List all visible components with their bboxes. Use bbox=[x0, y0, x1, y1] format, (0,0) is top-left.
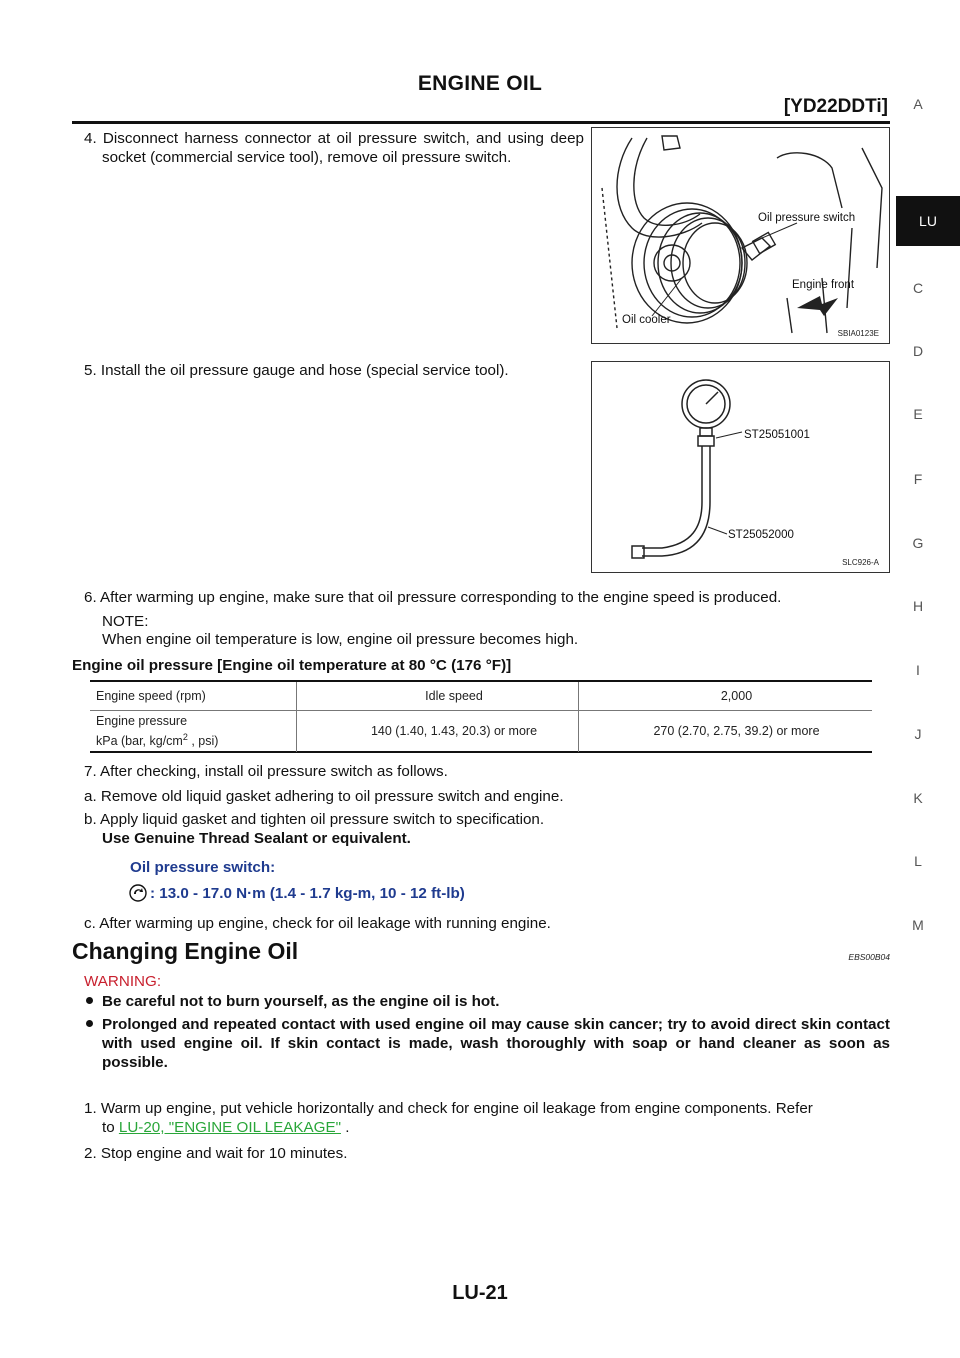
label-oil-pressure-switch: Oil pressure switch bbox=[758, 212, 856, 224]
section-tab-d[interactable]: D bbox=[912, 343, 924, 359]
step-7a-text: a. Remove old liquid gasket adhering to oil pressure switch and engine. bbox=[84, 788, 564, 805]
step-4-text: 4. Disconnect harness connector at oil pressure switch, and using deep socket (commercial service tool), remove oil pressure switch. bbox=[84, 130, 584, 166]
table-row bbox=[90, 711, 872, 751]
spec-heading: Engine oil pressure [Engine oil temperature at 80 °C (176 °F)] bbox=[72, 657, 512, 674]
section-tab-f[interactable]: F bbox=[913, 471, 923, 487]
table-header-cell: Idle speed bbox=[425, 689, 483, 703]
step-7c-text: c. After warming up engine, check for oil leakage with running engine. bbox=[84, 915, 551, 932]
step-7b-text: b. Apply liquid gasket and tighten oil pressure switch to specification. bbox=[84, 811, 545, 828]
figure-oil-pressure-gauge bbox=[591, 361, 890, 573]
warning-item: Prolonged and repeated contact with used engine oil may cause skin cancer; try to avoid direct skin contact with used engine oil. If skin contact is made, wash thoroughly with soap or hand cleaner as soon as possible. bbox=[86, 1015, 890, 1072]
table-divider bbox=[578, 682, 579, 752]
page-number: LU-21 bbox=[452, 1282, 508, 1304]
pressure-gauge-illustration bbox=[592, 362, 889, 572]
section-tab-i[interactable]: I bbox=[916, 662, 920, 678]
warning-item: Be careful not to burn yourself, as the engine oil is hot. bbox=[86, 992, 890, 1011]
oil-cooler-illustration bbox=[592, 128, 889, 343]
header-divider bbox=[72, 121, 890, 124]
section-tab-e[interactable]: E bbox=[913, 406, 923, 422]
note-text: When engine oil temperature is low, engine oil pressure becomes high. bbox=[102, 631, 579, 648]
step-6-text: 6. After warming up engine, make sure that oil pressure corresponding to the engine speed is produced. bbox=[84, 589, 782, 606]
note-label: NOTE: bbox=[102, 613, 149, 630]
torque-spec-value: : 13.0 - 17.0 N·m (1.4 - 1.7 kg-m, 10 - 12 ft-lb) bbox=[150, 885, 465, 902]
section-title: Changing Engine Oil bbox=[72, 938, 299, 964]
figure-oil-pressure-switch bbox=[591, 127, 890, 344]
table-cell: 140 (1.40, 1.43, 20.3) or more bbox=[370, 724, 538, 738]
step-7-text: 7. After checking, install oil pressure switch as follows. bbox=[84, 763, 448, 780]
bullet-icon bbox=[86, 997, 93, 1004]
table-cell: 270 (2.70, 2.75, 39.2) or more bbox=[653, 724, 820, 738]
torque-spec-label: Oil pressure switch: bbox=[130, 859, 276, 876]
section-tab-j[interactable]: J bbox=[914, 726, 922, 742]
table-divider bbox=[296, 682, 297, 752]
label-hose-part-number: ST25052000 bbox=[728, 529, 794, 541]
change-step-2: 2. Stop engine and wait for 10 minutes. bbox=[84, 1145, 348, 1162]
step-7b-sealant: Use Genuine Thread Sealant or equivalent. bbox=[102, 830, 411, 847]
warning-label: WARNING: bbox=[84, 973, 162, 990]
section-tab-a[interactable]: A bbox=[913, 96, 923, 112]
engine-model-label: [YD22DDTi] bbox=[783, 96, 888, 117]
label-oil-cooler: Oil cooler bbox=[622, 314, 671, 326]
change-step-1: 1. Warm up engine, put vehicle horizontally and check for engine oil leakage from engine components. Refer to LU-20, "ENGINE OIL LEAKAGE" . bbox=[84, 1100, 813, 1136]
engine-front-arrow-icon bbox=[797, 296, 838, 316]
section-tab-l[interactable]: L bbox=[914, 853, 922, 869]
step-5-text: 5. Install the oil pressure gauge and hose (special service tool). bbox=[84, 362, 509, 379]
oil-pressure-table bbox=[90, 680, 872, 753]
section-tab-lu-active[interactable]: LU bbox=[896, 196, 960, 246]
warning-list bbox=[86, 992, 890, 1072]
table-header-row bbox=[90, 682, 872, 710]
section-tab-k[interactable]: K bbox=[913, 790, 923, 806]
table-header-cell: Engine speed (rpm) bbox=[96, 689, 206, 703]
table-header-cell: 2,000 bbox=[720, 689, 753, 703]
engine-oil-leakage-link[interactable]: LU-20, "ENGINE OIL LEAKAGE" bbox=[118, 1119, 341, 1136]
label-engine-front: Engine front bbox=[792, 279, 855, 291]
section-tab-g[interactable]: G bbox=[912, 535, 924, 551]
figure-2-code: SLC926-A bbox=[842, 558, 879, 567]
section-tab-c[interactable]: C bbox=[912, 280, 924, 296]
section-tab-h[interactable]: H bbox=[912, 598, 924, 614]
section-tab-m[interactable]: M bbox=[912, 917, 924, 933]
page-title: ENGINE OIL bbox=[417, 72, 543, 95]
torque-wrench-icon bbox=[129, 884, 147, 902]
figure-1-code: SBIA0123E bbox=[837, 329, 879, 338]
label-gauge-part-number: ST25051001 bbox=[744, 429, 810, 441]
section-code: EBS00B04 bbox=[848, 952, 890, 962]
bullet-icon bbox=[86, 1020, 93, 1027]
table-row-label: Engine pressure kPa (bar, $kg/cm^2$ , psi) bbox=[96, 713, 219, 749]
